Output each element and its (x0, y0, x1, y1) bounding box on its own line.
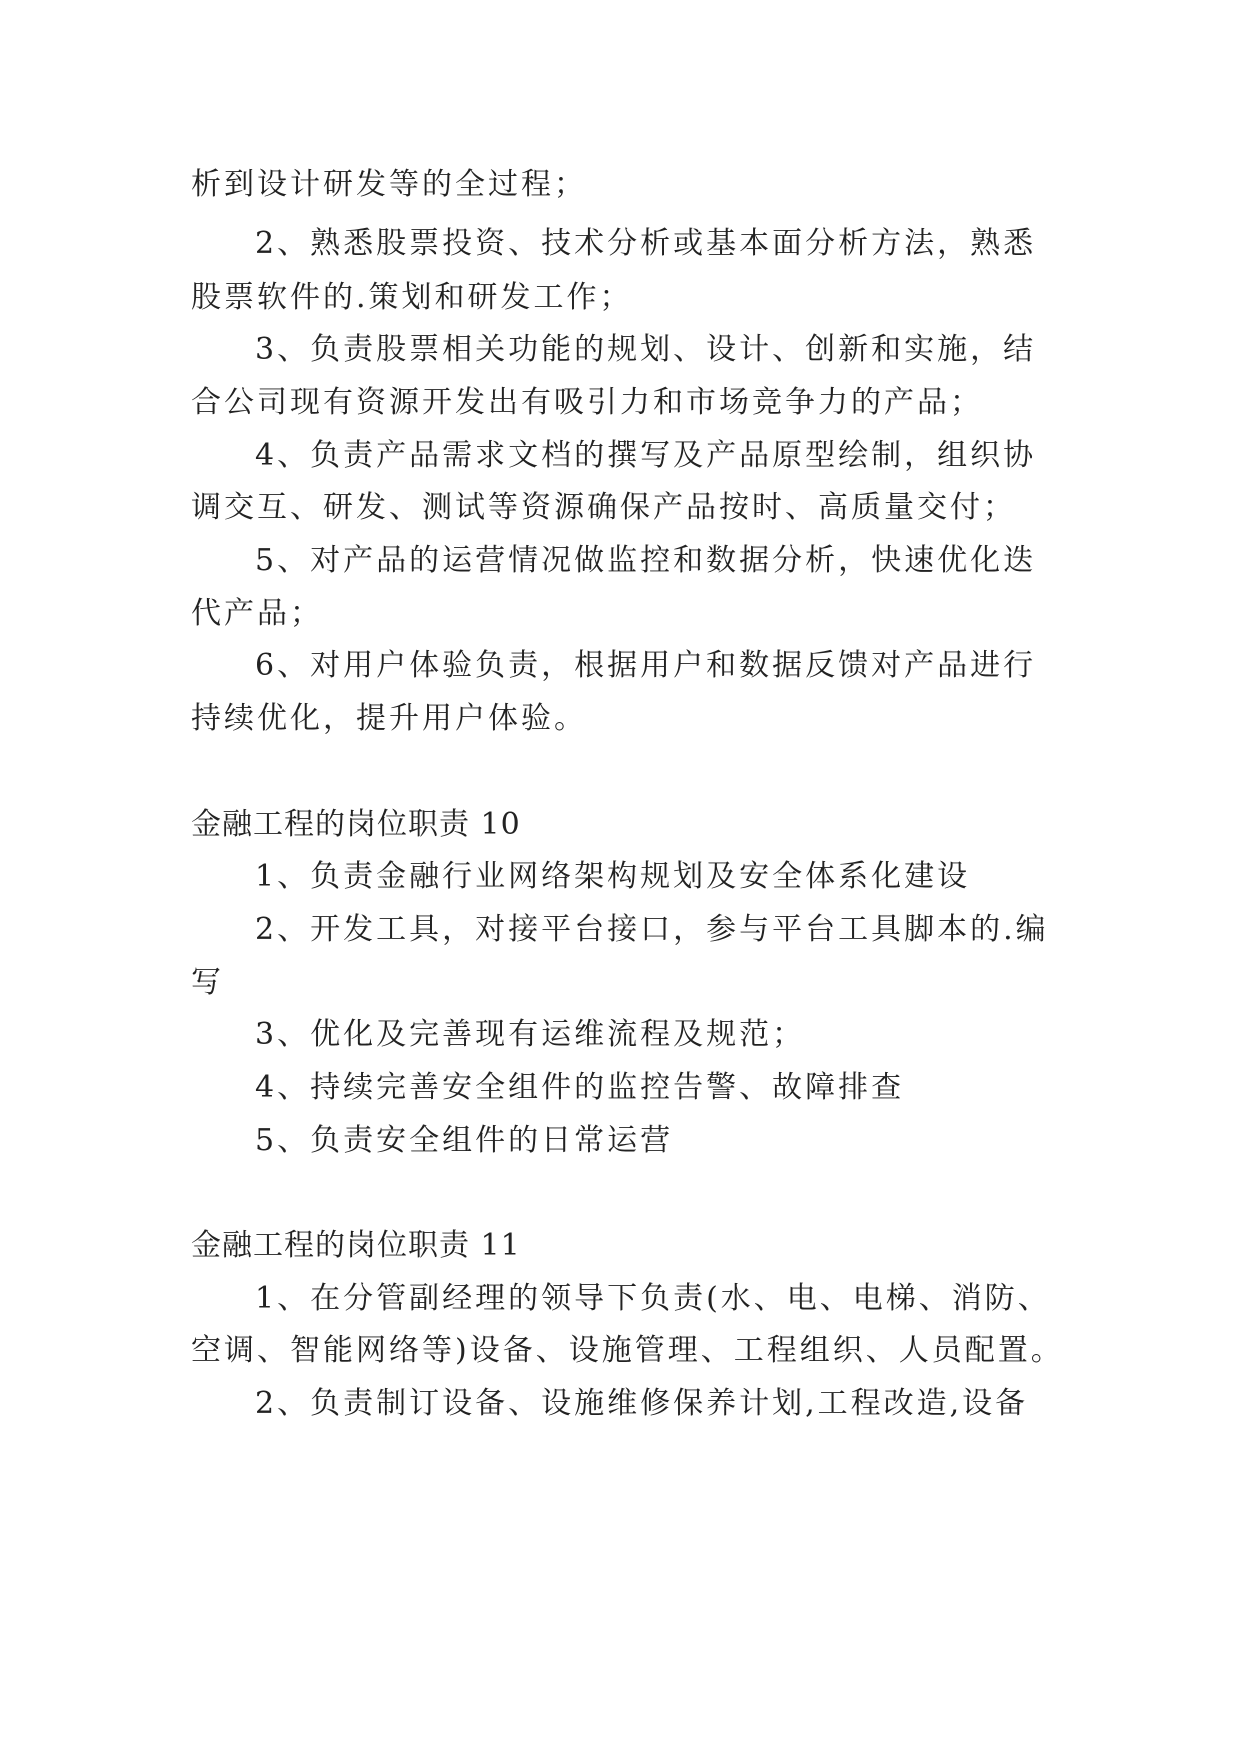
text-line: 5、对产品的运营情况做监控和数据分析，快速优化迭 (255, 543, 1037, 578)
text-line: 3、优化及完善现有运维流程及规范； (255, 1017, 806, 1052)
text-line: 4、负责产品需求文档的撰写及产品原型绘制，组织协 (255, 438, 1037, 473)
text-line: 写 (191, 965, 224, 1000)
text-line: 代产品； (191, 596, 323, 631)
text-line: 4、持续完善安全组件的监控告警、故障排查 (255, 1070, 905, 1105)
text-line: 1、负责金融行业网络架构规划及安全体系化建设 (255, 859, 971, 894)
section-heading: 金融工程的岗位职责 11 (191, 1228, 521, 1263)
text-line: 调交互、研发、测试等资源确保产品按时、高质量交付； (191, 490, 1016, 525)
text-line: 5、负责安全组件的日常运营 (255, 1123, 674, 1158)
text-line: 2、开发工具，对接平台接口，参与平台工具脚本的.编 (255, 912, 1049, 947)
text-line: 1、在分管副经理的领导下负责(水、电、电梯、消防、 (255, 1281, 1051, 1316)
text-line: 析到设计研发等的全过程； (191, 167, 587, 202)
text-line: 股票软件的.策划和研发工作； (191, 280, 633, 315)
text-line: 2、负责制订设备、设施维修保养计划,工程改造,设备 (255, 1386, 1029, 1421)
text-line: 3、负责股票相关功能的规划、设计、创新和实施，结 (255, 332, 1037, 367)
text-line: 空调、智能网络等)设备、设施管理、工程组织、人员配置。 (191, 1333, 1064, 1368)
text-line: 2、熟悉股票投资、技术分析或基本面分析方法，熟悉 (255, 226, 1037, 261)
text-line: 持续优化，提升用户体验。 (191, 701, 587, 736)
text-line: 合公司现有资源开发出有吸引力和市场竞争力的产品； (191, 385, 983, 420)
text-line: 6、对用户体验负责，根据用户和数据反馈对产品进行 (255, 648, 1037, 683)
section-heading: 金融工程的岗位职责 10 (191, 807, 521, 842)
